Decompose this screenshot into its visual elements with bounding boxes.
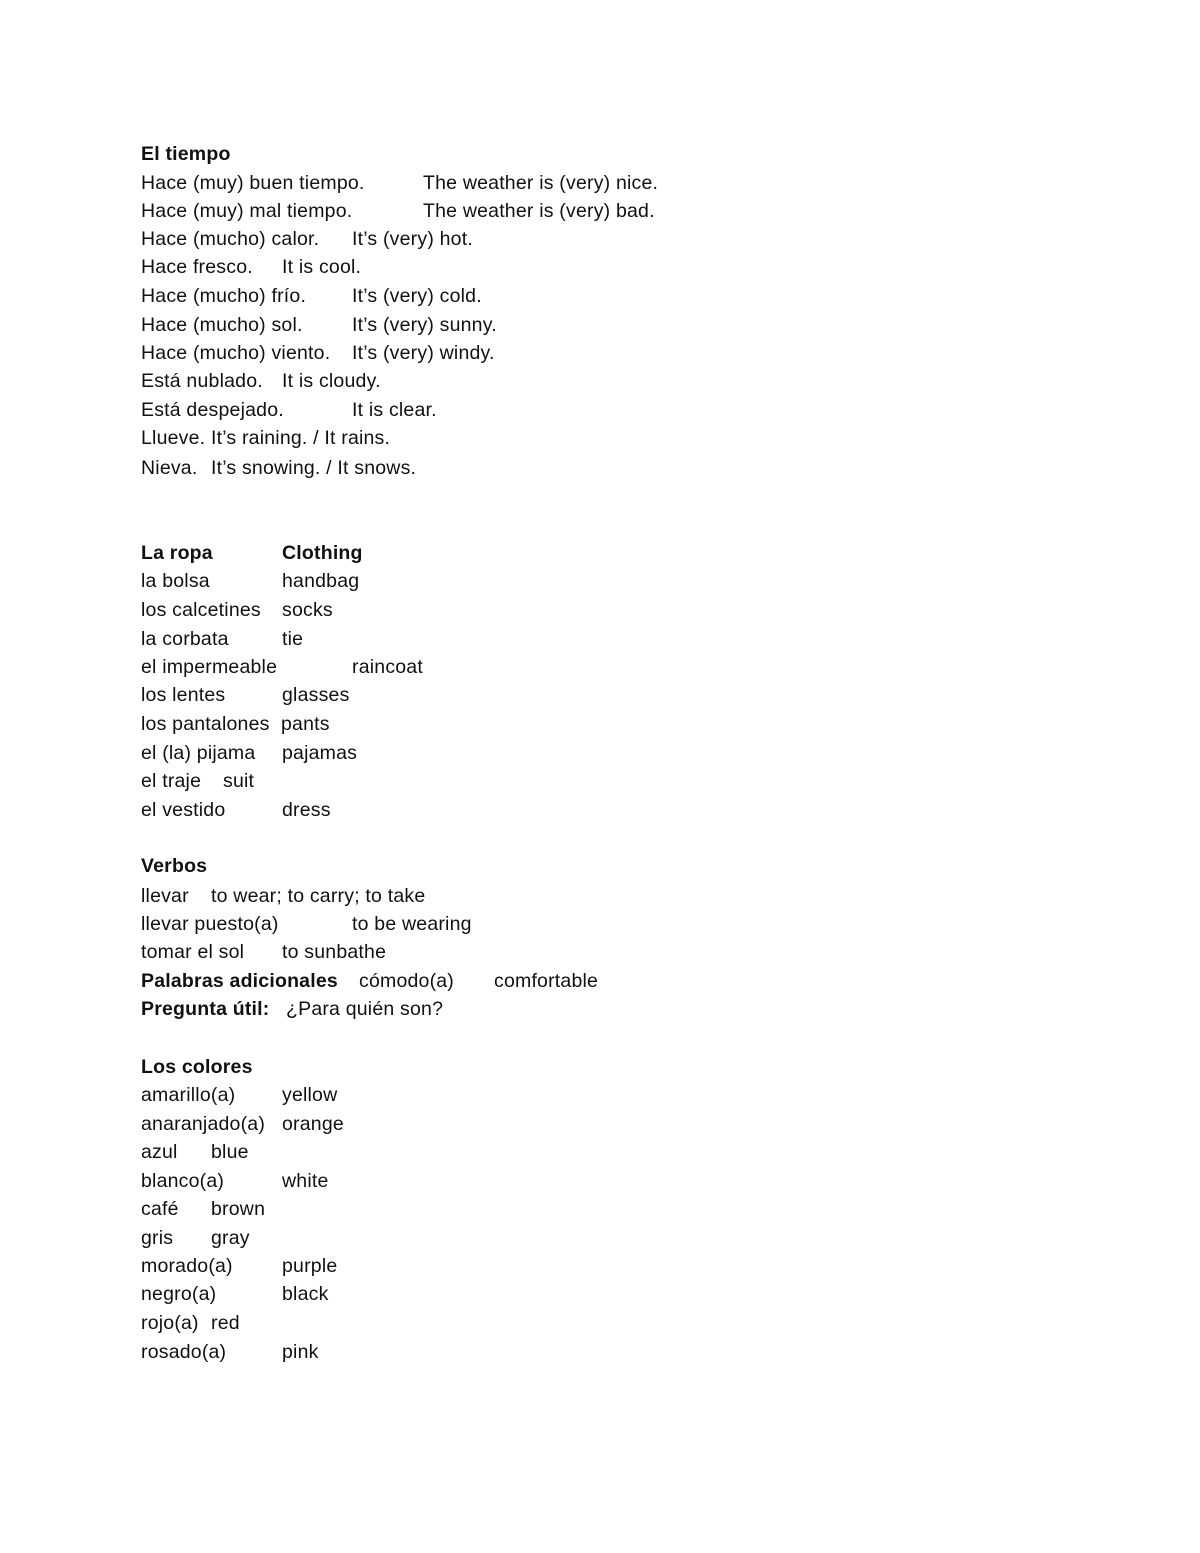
color-row	[141, 1252, 338, 1280]
color-en: black	[282, 1283, 329, 1305]
color-en: orange	[282, 1113, 344, 1135]
color-row	[141, 1338, 319, 1366]
clothing-en: handbag	[282, 570, 360, 592]
color-en: white	[282, 1170, 329, 1192]
color-row	[141, 1195, 266, 1223]
color-en: red	[211, 1312, 240, 1334]
color-es: negro(a)	[141, 1283, 217, 1305]
weather-es: Hace (mucho) viento.	[141, 342, 331, 364]
verb-es: tomar el sol	[141, 941, 245, 963]
weather-row	[141, 367, 381, 395]
clothing-es: los calcetines	[141, 599, 261, 621]
verb-row	[141, 910, 472, 938]
weather-es: Hace (mucho) sol.	[141, 314, 303, 336]
weather-row	[141, 169, 659, 197]
verb-es: llevar	[141, 885, 189, 907]
clothing-row	[141, 767, 255, 795]
clothing-es: el vestido	[141, 799, 226, 821]
clothing-es: el (la) pijama	[141, 742, 256, 764]
clothing-row	[141, 625, 304, 653]
weather-row	[141, 253, 362, 281]
additional-words-en: comfortable	[494, 970, 599, 992]
clothing-row	[141, 710, 330, 738]
color-row	[141, 1224, 250, 1252]
verb-row	[141, 938, 387, 966]
weather-heading: El tiempo	[141, 143, 231, 165]
clothing-row	[141, 567, 360, 595]
useful-question-text: ¿Para quién son?	[286, 998, 444, 1020]
clothing-en: dress	[282, 799, 331, 821]
verb-es: llevar puesto(a)	[141, 913, 279, 935]
color-es: azul	[141, 1141, 178, 1163]
clothing-row	[141, 796, 331, 824]
clothing-en: suit	[223, 770, 255, 792]
clothing-heading	[141, 539, 363, 567]
verb-row	[141, 882, 426, 910]
clothing-en: raincoat	[352, 656, 423, 678]
colors-heading: Los colores	[141, 1056, 253, 1078]
color-row	[141, 1309, 240, 1337]
weather-en: It’s (very) sunny.	[352, 314, 497, 336]
clothing-row	[141, 739, 358, 767]
weather-es: Hace fresco.	[141, 256, 253, 278]
weather-row	[141, 197, 655, 225]
useful-question-label: Pregunta útil:	[141, 998, 270, 1020]
clothing-es: los lentes	[141, 684, 226, 706]
weather-es: Está despejado.	[141, 399, 284, 421]
weather-row	[141, 424, 391, 452]
weather-en: It’s (very) cold.	[352, 285, 482, 307]
color-es: café	[141, 1198, 179, 1220]
color-en: yellow	[282, 1084, 338, 1106]
clothing-en: glasses	[282, 684, 350, 706]
clothing-heading-en: Clothing	[282, 542, 363, 564]
color-row	[141, 1081, 338, 1109]
verbs-heading: Verbos	[141, 855, 208, 877]
verb-en: to be wearing	[352, 913, 472, 935]
additional-words-row	[141, 967, 599, 995]
weather-es: Hace (muy) mal tiempo.	[141, 200, 353, 222]
weather-es: Está nublado.	[141, 370, 263, 392]
weather-row	[141, 225, 473, 253]
additional-words-label: Palabras adicionales	[141, 970, 338, 992]
clothing-es: el impermeable	[141, 656, 278, 678]
color-en: gray	[211, 1227, 250, 1249]
weather-en: It is cool.	[282, 256, 362, 278]
clothing-row	[141, 681, 350, 709]
color-row	[141, 1167, 329, 1195]
weather-es: Hace (mucho) calor.	[141, 228, 320, 250]
color-es: gris	[141, 1227, 174, 1249]
color-es: rosado(a)	[141, 1341, 227, 1363]
color-es: amarillo(a)	[141, 1084, 236, 1106]
clothing-en: pants	[281, 713, 330, 735]
weather-en: It’s (very) hot.	[352, 228, 473, 250]
weather-es: Hace (mucho) frío.	[141, 285, 307, 307]
color-en: blue	[211, 1141, 249, 1163]
clothing-en: tie	[282, 628, 304, 650]
color-row	[141, 1280, 329, 1308]
weather-es: Nieva.	[141, 457, 198, 479]
weather-row	[141, 396, 437, 424]
weather-en: The weather is (very) bad.	[423, 200, 655, 222]
weather-en: The weather is (very) nice.	[423, 172, 659, 194]
clothing-en: pajamas	[282, 742, 358, 764]
color-row	[141, 1138, 249, 1166]
weather-row	[141, 454, 417, 482]
weather-en: It is cloudy.	[282, 370, 381, 392]
additional-words-es: cómodo(a)	[359, 970, 455, 992]
weather-es: Hace (muy) buen tiempo.	[141, 172, 365, 194]
clothing-es: el traje	[141, 770, 202, 792]
clothing-es: la corbata	[141, 628, 229, 650]
color-es: blanco(a)	[141, 1170, 225, 1192]
color-es: anaranjado(a)	[141, 1113, 266, 1135]
clothing-es: los pantalones	[141, 713, 270, 735]
weather-row	[141, 282, 482, 310]
weather-en: It’s snowing. / It snows.	[211, 457, 417, 479]
weather-en: It’s (very) windy.	[352, 342, 495, 364]
weather-es: Llueve.	[141, 427, 206, 449]
clothing-en: socks	[282, 599, 333, 621]
weather-en: It’s raining. / It rains.	[211, 427, 391, 449]
clothing-row	[141, 653, 423, 681]
clothing-heading-es: La ropa	[141, 542, 213, 564]
weather-row	[141, 311, 497, 339]
weather-en: It is clear.	[352, 399, 437, 421]
color-es: morado(a)	[141, 1255, 233, 1277]
color-es: rojo(a)	[141, 1312, 199, 1334]
verb-en: to wear; to carry; to take	[211, 885, 426, 907]
clothing-row	[141, 596, 333, 624]
color-en: purple	[282, 1255, 338, 1277]
color-en: brown	[211, 1198, 266, 1220]
weather-row	[141, 339, 495, 367]
color-row	[141, 1110, 344, 1138]
verb-en: to sunbathe	[282, 941, 387, 963]
clothing-es: la bolsa	[141, 570, 210, 592]
useful-question-row	[141, 995, 444, 1023]
color-en: pink	[282, 1341, 319, 1363]
